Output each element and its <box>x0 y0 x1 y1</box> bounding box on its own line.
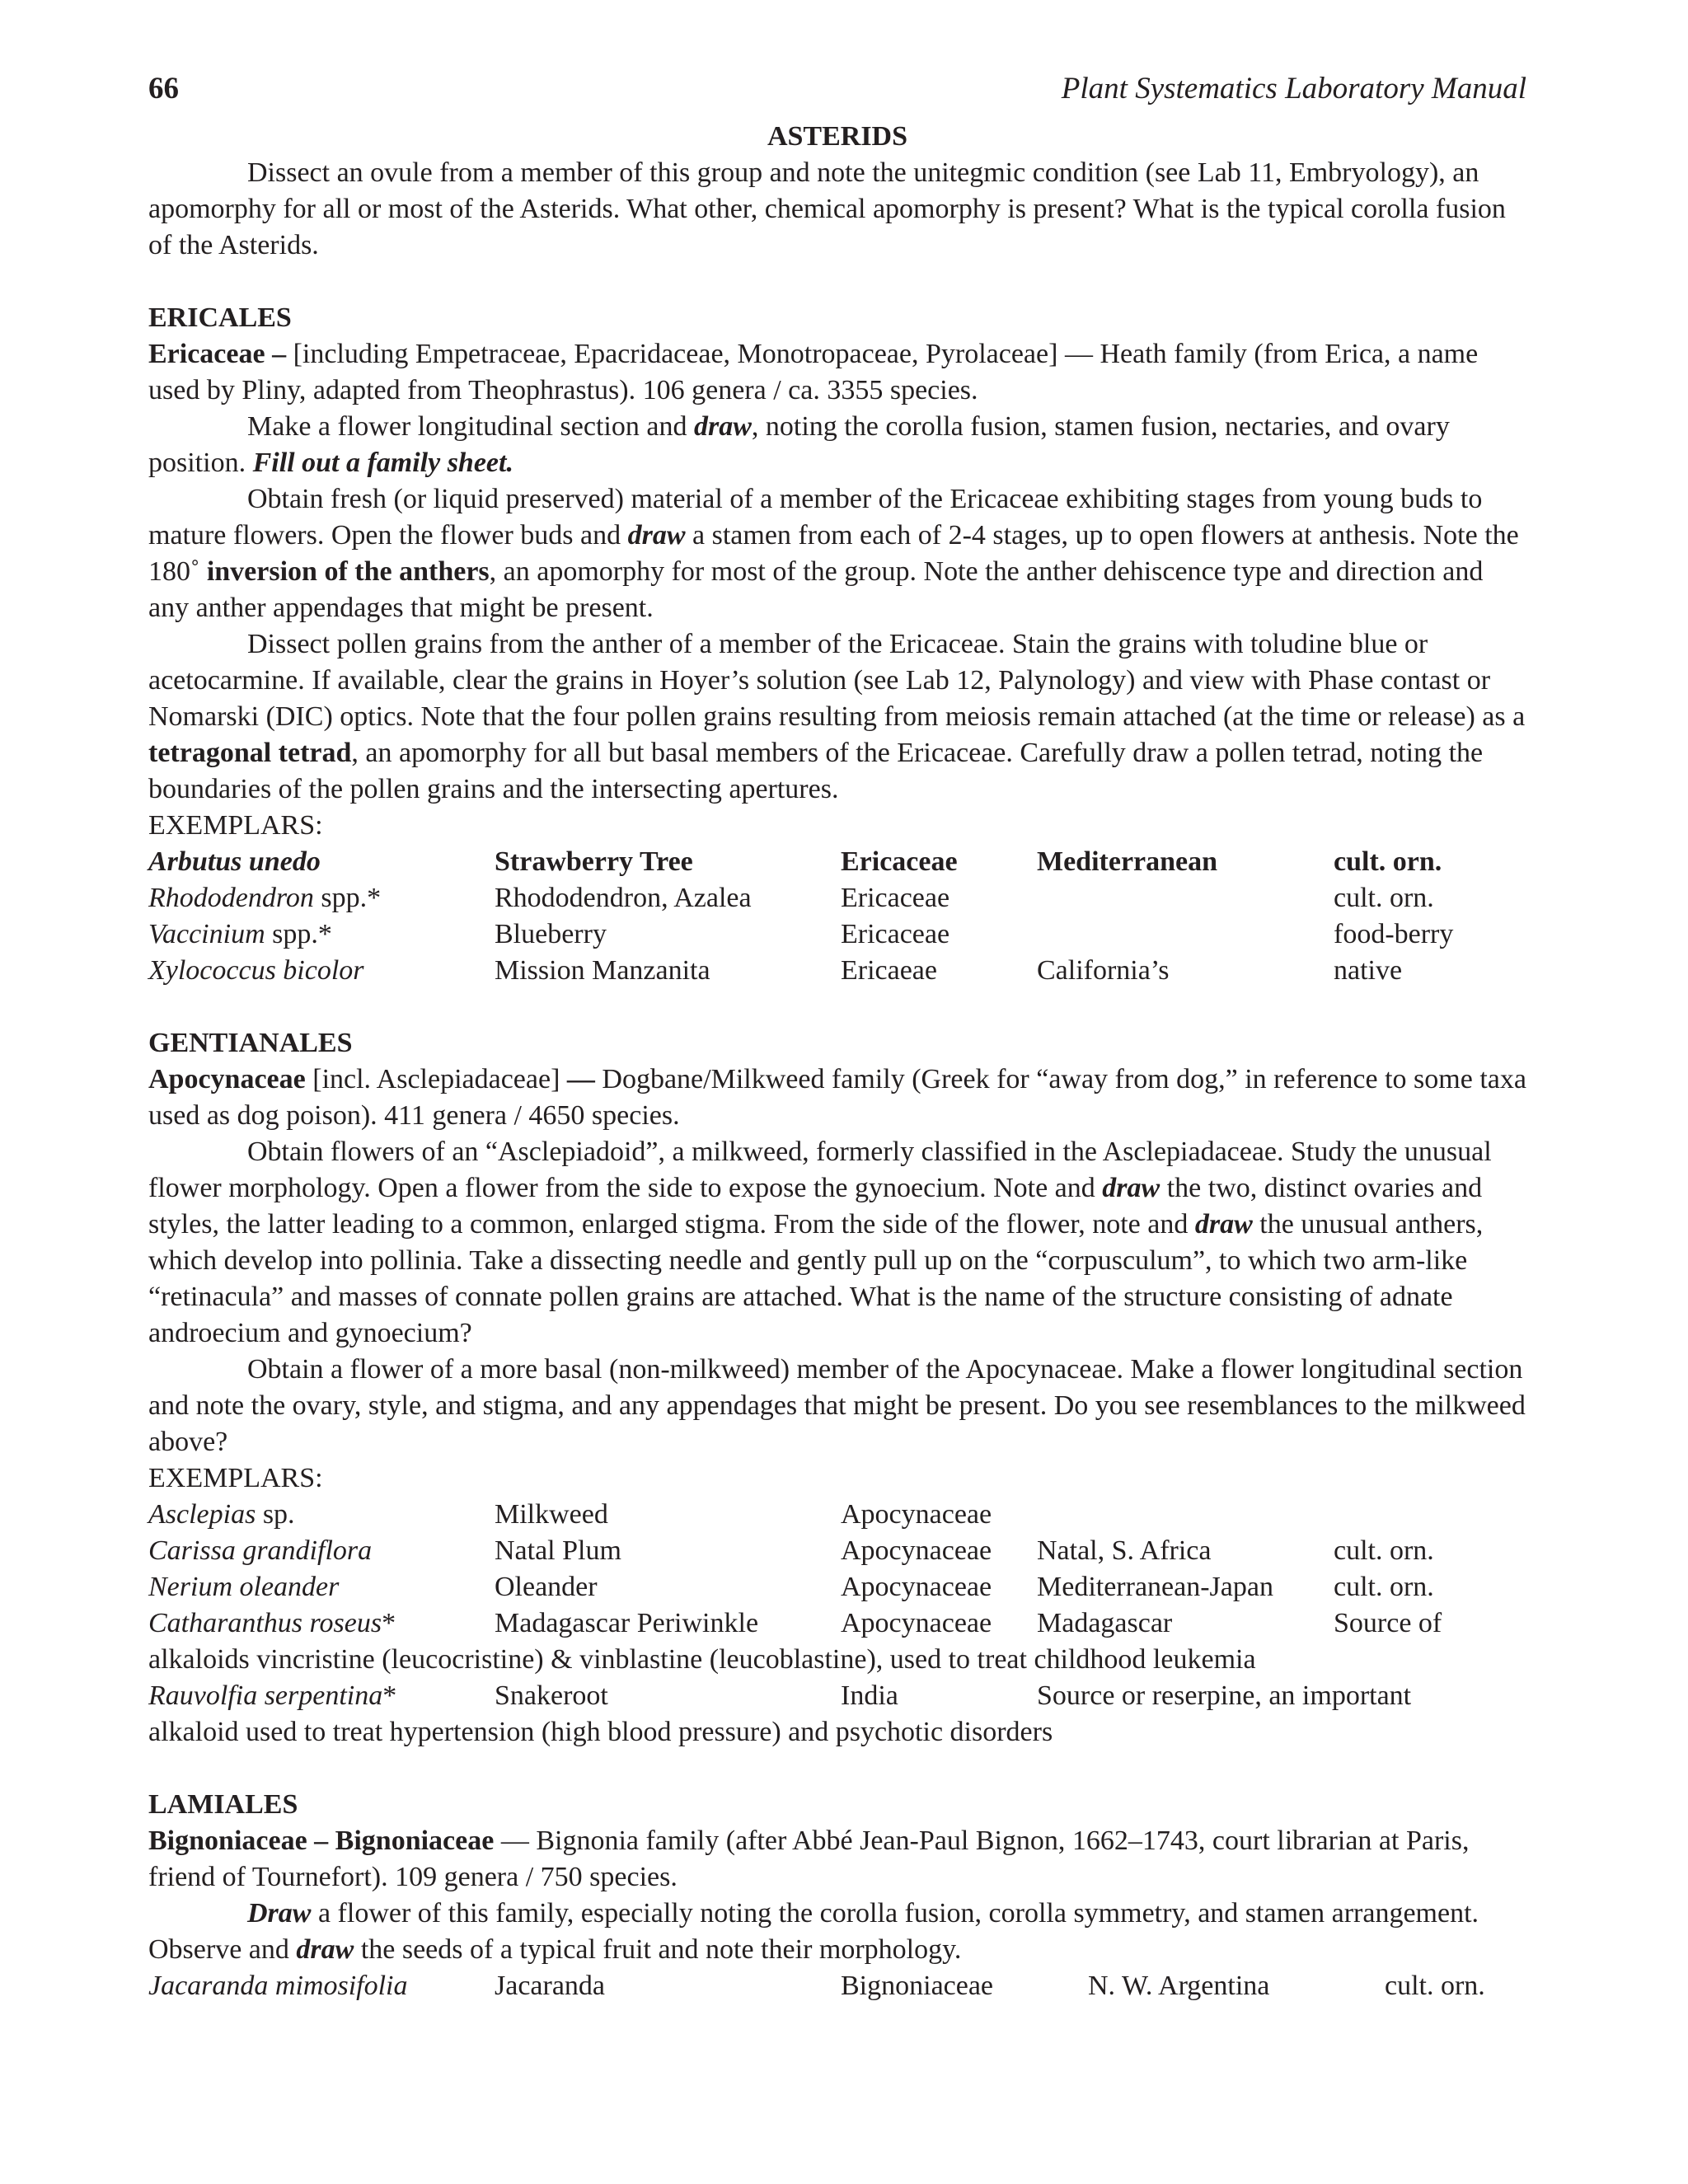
continuation-text: alkaloids vincristine (leucocristine) & vinblastine (leucoblastine), used to treat childhood leukemia <box>148 1644 1256 1675</box>
common-name: Jacaranda <box>495 1971 606 2001</box>
draw-emphasis: Draw <box>247 1898 312 1929</box>
common-name: Strawberry Tree <box>495 846 693 877</box>
region: Madagascar <box>1037 1608 1173 1638</box>
use: cult. orn. <box>1334 1572 1434 1602</box>
region <box>1037 880 1334 916</box>
genus-suffix: * <box>382 1680 397 1711</box>
text-run: the seeds of a typical fruit and note their morphology. <box>354 1934 962 1965</box>
table-row <box>148 1968 1500 2004</box>
text-run: , an apomorphy for all but basal members of the Ericaceae. Carefully draw a pollen tetrad, noting the boundaries of the pollen grains and the intersecting apertures. <box>148 738 1484 804</box>
ericales-heading: ERICALES <box>148 302 292 333</box>
ericaceae-family-desc: [including Empetraceae, Epacridaceae, Monotropaceae, Pyrolaceae] — Heath family (from Erica, a name used by Pliny, adapted from Theophrastus). 106 genera / ca. 3355 species. <box>148 339 1479 405</box>
anther-inversion-emphasis: inversion of the anthers <box>206 556 490 587</box>
common-name: Oleander <box>495 1572 598 1602</box>
lamiales-exemplar-table <box>148 1968 1500 2004</box>
family-name: Apocynaceae <box>841 1572 992 1602</box>
family-name: Apocynaceae <box>841 1499 992 1530</box>
continuation-text: alkaloid used to treat hypertension (high blood pressure) and psychotic disorders <box>148 1717 1053 1747</box>
asterids-paragraph: Dissect an ovule from a member of this group and note the unitegmic condition (see Lab 11, Embryology), an apomorphy for all or most of the Asterids. What other, chemical apomorphy is present? What is the typical corolla fusion of the Asterids. <box>148 157 1506 260</box>
text-run: , noting the corolla fusion, stamen fusion, nectaries, and ovary position. <box>148 411 1450 478</box>
use-note: Source or reserpine, an important <box>1037 1680 1412 1711</box>
genus-name: Nerium oleander <box>148 1572 340 1602</box>
use: native <box>1334 955 1403 986</box>
apocynaceae-description <box>148 1062 1526 1134</box>
genus-name: Carissa grandiflora <box>148 1535 373 1566</box>
genus-name: Xylococcus bicolor <box>148 955 364 986</box>
bignoniaceae-family-name: Bignoniaceae – Bignoniaceae <box>148 1825 495 1856</box>
draw-emphasis: draw <box>627 520 686 551</box>
use: cult. orn. <box>1334 883 1434 913</box>
common-name: Natal Plum <box>495 1535 621 1566</box>
use: cult. orn. <box>1334 1535 1434 1566</box>
common-name: Madagascar Periwinkle <box>495 1608 759 1638</box>
common-name: Rhododendron, Azalea <box>495 883 752 913</box>
gentianales-exemplars-table <box>148 1497 1500 1750</box>
ericales-paragraph-2 <box>148 481 1526 626</box>
common-name: Milkweed <box>495 1499 608 1530</box>
text-run: — Bignonia family (after Abbé Jean-Paul Bignon, 1662–1743, court librarian at Paris, friend of Tournefort). 109 genera / 750 species. <box>148 1825 1470 1892</box>
book-title: Plant Systematics Laboratory Manual <box>1061 72 1526 105</box>
family-name: Apocynaceae <box>841 1608 992 1638</box>
table-row <box>148 916 1500 953</box>
genus-name: Rhododendron <box>148 883 314 913</box>
ericales-exemplars-table <box>148 844 1500 989</box>
tetragonal-tetrad-emphasis: tetragonal tetrad <box>148 738 352 768</box>
use: food-berry <box>1334 919 1454 949</box>
text-run: Make a flower longitudinal section and <box>247 411 694 442</box>
gentianales-paragraph-2: Obtain a flower of a more basal (non-milkweed) member of the Apocynaceae. Make a flower longitudinal section and note the ovary, style, and stigma, and any appendages that might be present. Do you see resemblances to the milkweed above? <box>148 1354 1526 1457</box>
page-number: 66 <box>148 72 179 105</box>
asterids-heading: ASTERIDS <box>767 121 908 152</box>
bignoniaceae-description <box>148 1823 1526 1896</box>
region: Natal, S. Africa <box>1037 1535 1212 1566</box>
genus-suffix: * <box>382 1608 396 1638</box>
genus-name: Asclepias <box>148 1499 256 1530</box>
draw-emphasis: draw <box>1102 1173 1160 1203</box>
region <box>1037 1497 1334 1533</box>
text-run: , an apomorphy for most of the group. Note the anther dehiscence type and direction and any anther appendages that might be present. <box>148 556 1484 623</box>
lamiales-heading: LAMIALES <box>148 1789 298 1820</box>
genus-name: Catharanthus roseus <box>148 1608 382 1638</box>
region: Mediterranean <box>1037 846 1218 877</box>
table-row <box>148 1497 1500 1533</box>
apocynaceae-family-name: Apocynaceae <box>148 1064 306 1094</box>
table-row <box>148 1678 1500 1714</box>
genus-suffix: spp.* <box>313 883 382 913</box>
ericaceae-description <box>148 336 1526 409</box>
region: California’s <box>1037 955 1170 986</box>
use: cult. orn. <box>1385 1971 1485 2001</box>
genus-suffix: sp. <box>256 1499 295 1530</box>
running-header <box>148 71 1526 119</box>
family-name: Ericaceae <box>841 919 950 949</box>
ericales-paragraph-1 <box>148 409 1526 481</box>
gentianales-exemplars-label: EXEMPLARS: <box>148 1463 323 1493</box>
genus-suffix: spp.* <box>265 919 332 949</box>
table-row <box>148 844 1500 880</box>
draw-emphasis: draw <box>296 1934 354 1965</box>
family-name: Apocynaceae <box>841 1535 992 1566</box>
text-run: the two, distinct ovaries and styles, the latter leading to a common, enlarged stigma. From the side of the flower, note and <box>148 1173 1483 1240</box>
use <box>1334 1497 1500 1533</box>
text-run: a stamen from each of 2-4 stages, up to open flowers at anthesis. Note the 180˚ <box>148 520 1519 587</box>
ericales-exemplars-label: EXEMPLARS: <box>148 810 323 841</box>
text-run: Obtain flowers of an “Asclepiadoid”, a milkweed, formerly classified in the Asclepiadaceae. Study the unusual flower morphology. Open a flower from the side to expose the gynoecium. Note and <box>148 1137 1492 1203</box>
text-run: a flower of this family, especially noting the corolla fusion, corolla symmetry, and stamen arrangement. Observe and <box>148 1898 1479 1965</box>
family-name: Bignoniaceae <box>841 1971 994 2001</box>
table-row-continuation <box>148 1714 1500 1750</box>
family-name: Ericaceae <box>841 883 950 913</box>
common-name: Snakeroot <box>495 1680 608 1711</box>
text-run: Dissect pollen grains from the anther of a member of the Ericaceae. Stain the grains with toludine blue or acetocarmine. If available, clear the grains in Hoyer’s solution (see Lab 12, Palynology) and view with Phase contast or Nomarski (DIC) optics. Note that the four pollen grains resulting from meiosis remain attached (at the time or release) as a <box>148 629 1526 732</box>
use: Source of <box>1334 1608 1442 1638</box>
region: N. W. Argentina <box>1088 1971 1270 2001</box>
family-name: Ericaeae <box>841 955 937 986</box>
common-name: Mission Manzanita <box>495 955 710 986</box>
table-row <box>148 1533 1500 1569</box>
text-run: the unusual anthers, which develop into pollinia. Take a dissecting needle and gently pull up on the “corpusculum”, to which two arm-like “retinacula” and masses of connate pollen grains are attached. What is the name of the structure consisting of adnate androecium and gynoecium? <box>148 1209 1484 1348</box>
region <box>1037 916 1334 953</box>
region: India <box>841 1680 898 1711</box>
family-sheet-emphasis: Fill out a family sheet. <box>252 448 513 478</box>
lamiales-paragraph-1 <box>148 1896 1526 1968</box>
genus-name: Arbutus unedo <box>148 846 321 877</box>
text-run: Obtain fresh (or liquid preserved) material of a member of the Ericaceae exhibiting stages from young buds to mature flowers. Open the flower buds and <box>148 484 1483 551</box>
table-row <box>148 1605 1500 1642</box>
page <box>148 71 1526 2004</box>
table-row-continuation <box>148 1642 1500 1678</box>
genus-name: Jacaranda mimosifolia <box>148 1971 408 2001</box>
ericales-paragraph-3 <box>148 626 1526 808</box>
draw-emphasis: draw <box>1194 1209 1253 1240</box>
ericaceae-family-name: Ericaceae – <box>148 339 287 369</box>
text-run: Dogbane/Milkweed family (Greek for “away from dog,” in reference to some taxa used as dog poison). 411 genera / 4650 species. <box>148 1064 1526 1131</box>
region: Mediterranean-Japan <box>1037 1572 1273 1602</box>
table-row <box>148 953 1500 989</box>
gentianales-heading: GENTIANALES <box>148 1028 353 1058</box>
genus-name: Rauvolfia serpentina <box>148 1680 383 1711</box>
gentianales-paragraph-1 <box>148 1134 1526 1352</box>
family-name: Ericaceae <box>841 846 958 877</box>
table-row <box>148 1569 1500 1605</box>
use: cult. orn. <box>1334 846 1442 877</box>
em-dash: — <box>566 1064 595 1094</box>
genus-name: Vaccinium <box>148 919 265 949</box>
draw-emphasis: draw <box>693 411 752 442</box>
common-name: Blueberry <box>495 919 607 949</box>
table-row <box>148 880 1500 916</box>
text-run: [incl. Asclepiadaceae] <box>305 1064 567 1094</box>
